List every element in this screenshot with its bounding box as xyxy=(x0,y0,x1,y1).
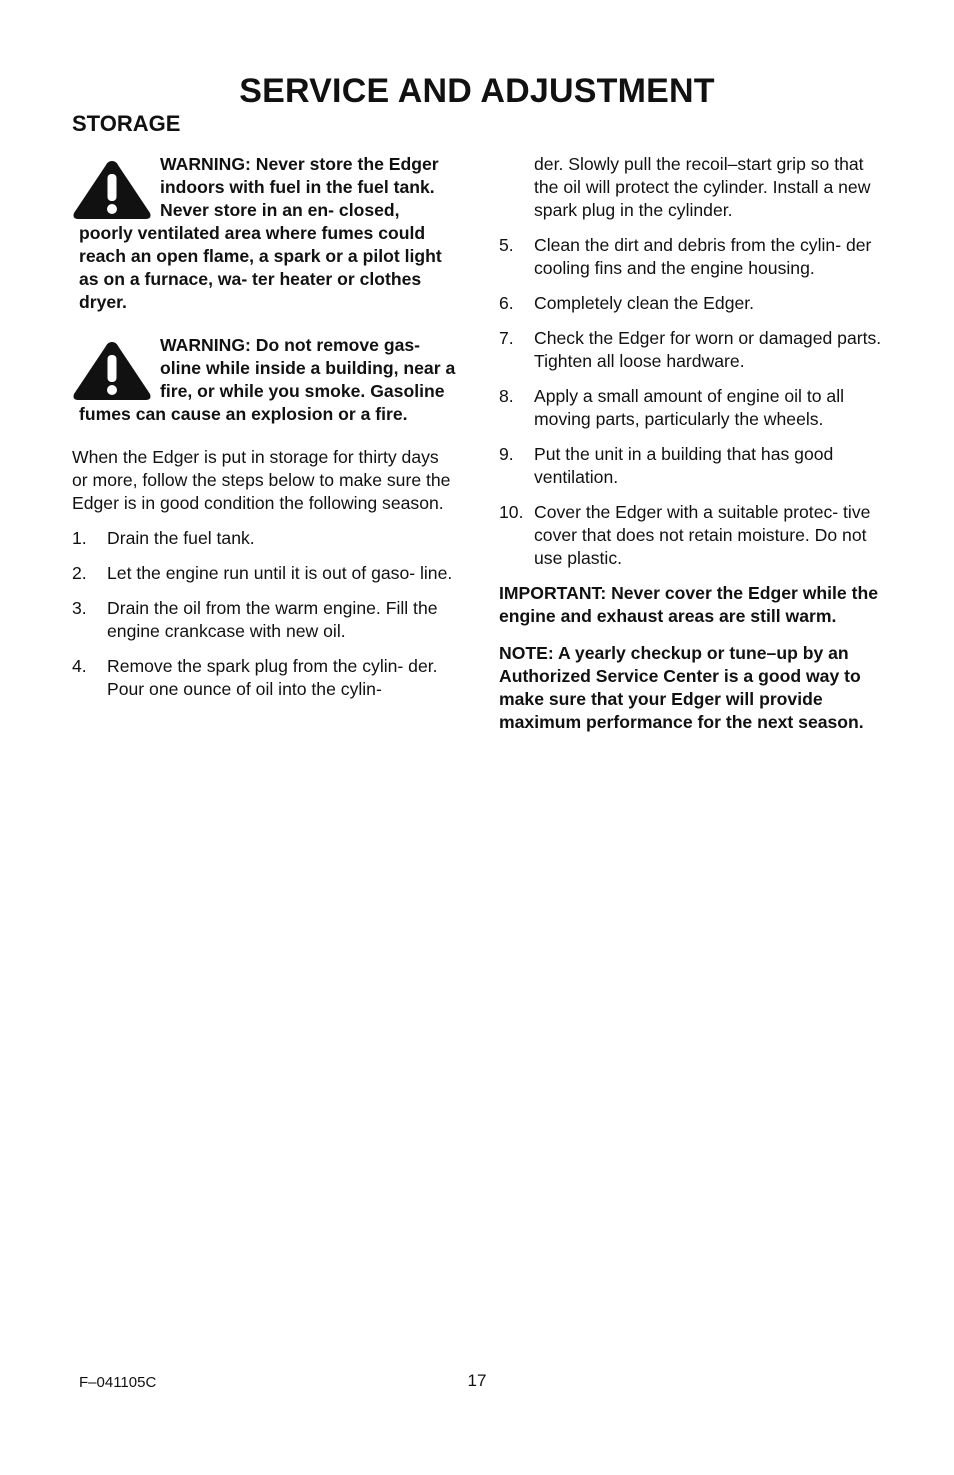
step-text: Completely clean the Edger. xyxy=(534,293,755,313)
page-title: SERVICE AND ADJUSTMENT xyxy=(239,72,715,110)
step-number: 5. xyxy=(499,235,514,255)
left-column xyxy=(72,153,457,713)
important-note: IMPORTANT: Never cover the Edger while the engine and exhaust areas are still warm. xyxy=(499,583,878,626)
list-item xyxy=(72,562,457,585)
step-text: Put the unit in a building that has good ventilation. xyxy=(534,444,834,487)
step-text: Apply a small amount of engine oil to all moving parts, particularly the wheels. xyxy=(534,386,845,429)
step-text: Cover the Edger with a suitable protec- tive cover that does not retain moisture. Do not use plastic. xyxy=(534,502,871,568)
intro-paragraph: When the Edger is put in storage for thirty days or more, follow the steps below to make sure the Edger is in good condition the following season. xyxy=(72,447,451,513)
section-heading-storage: STORAGE xyxy=(72,111,181,136)
warning-triangle-icon xyxy=(72,338,160,402)
list-item xyxy=(499,385,884,431)
step-text: Remove the spark plug from the cylin- der. Pour one ounce of oil into the cylin- xyxy=(107,656,438,699)
yearly-checkup-note: NOTE: A yearly checkup or tune–up by an Authorized Service Center is a good way to make sure that your Edger will provide maximum performance for the next season. xyxy=(499,643,864,732)
step-number: 10. xyxy=(499,502,524,522)
storage-steps-list xyxy=(72,527,457,701)
warning-triangle-icon xyxy=(72,157,160,221)
step-number: 7. xyxy=(499,328,514,348)
step-number: 6. xyxy=(499,293,514,313)
step-text: Check the Edger for worn or damaged parts. Tighten all loose hardware. xyxy=(534,328,882,371)
step-text: der. Slowly pull the recoil–start grip so that the oil will protect the cylinder. Install a new spark plug in the cylinder. xyxy=(534,154,871,220)
step-text: Clean the dirt and debris from the cylin- der cooling fins and the engine housing. xyxy=(534,235,872,278)
list-item xyxy=(72,597,457,643)
step-number: 2. xyxy=(72,563,87,583)
right-column xyxy=(499,153,884,748)
list-item-continuation xyxy=(499,153,884,222)
step-number: 4. xyxy=(72,656,87,676)
document-code: F–041105C xyxy=(79,1374,157,1391)
step-text: Drain the fuel tank. xyxy=(107,528,255,548)
page-number: 17 xyxy=(467,1371,487,1390)
list-item xyxy=(499,501,884,570)
list-item xyxy=(499,292,884,315)
list-item xyxy=(72,655,457,701)
step-number: 8. xyxy=(499,386,514,406)
storage-steps-list-continued xyxy=(499,153,884,570)
step-number: 9. xyxy=(499,444,514,464)
list-item xyxy=(499,327,884,373)
warning-block-fuel-storage xyxy=(72,153,457,314)
warning-text: WARNING: Never store the Edger indoors with fuel in the fuel tank. Never store in an en- closed, poorly ventilated area where fumes could reach an open flame, a spark or a pilot light as on a furnace, wa- ter heater or clothes dryer. xyxy=(79,154,442,312)
list-item xyxy=(499,443,884,489)
list-item xyxy=(499,234,884,280)
warning-block-gasoline xyxy=(72,334,457,426)
step-number: 3. xyxy=(72,598,87,618)
step-text: Drain the oil from the warm engine. Fill the engine crankcase with new oil. xyxy=(107,598,438,641)
step-number: 1. xyxy=(72,528,87,548)
list-item xyxy=(72,527,457,550)
step-text: Let the engine run until it is out of gaso- line. xyxy=(107,563,453,583)
warning-text: WARNING: Do not remove gas- oline while inside a building, near a fire, or while you smoke. Gasoline fumes can cause an explosion or a fire. xyxy=(79,335,456,424)
